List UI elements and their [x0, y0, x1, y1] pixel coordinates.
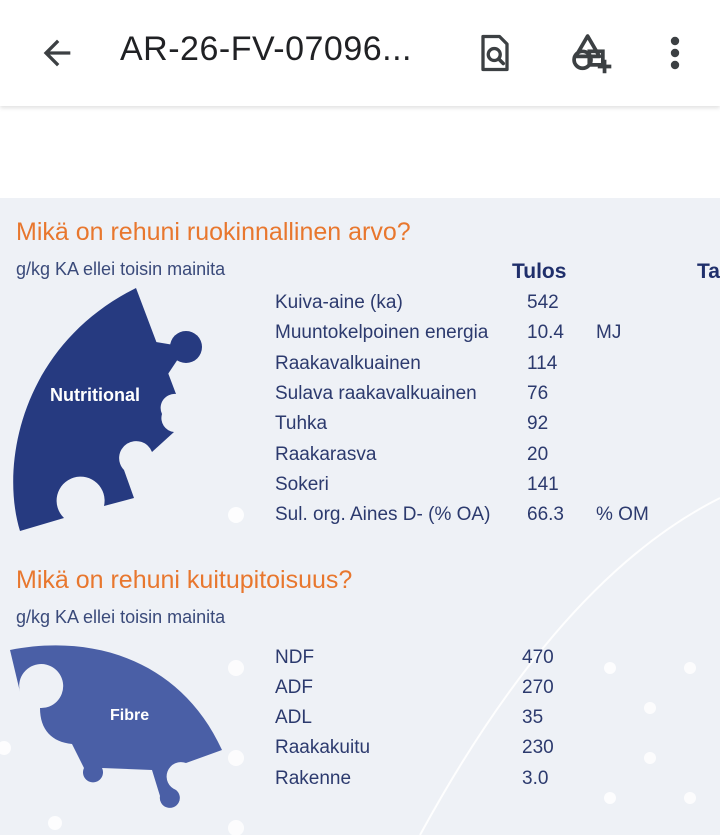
page-gap [0, 106, 720, 198]
nutritional-subtitle: g/kg KA ellei toisin mainita [16, 259, 226, 279]
table-row [0, 677, 720, 707]
nutritional-heading: Mikä on rehuni ruokinnallinen arvo? [16, 218, 411, 246]
table-row [0, 292, 720, 322]
result-column-header: Tulos [512, 260, 567, 283]
table-row [0, 474, 720, 504]
row-value: 270 [522, 677, 554, 698]
table-row [0, 504, 720, 534]
row-label: ADF [275, 677, 313, 698]
table-row [0, 737, 720, 767]
row-label: ADL [275, 707, 312, 728]
fibre-heading: Mikä on rehuni kuitupitoisuus? [16, 566, 353, 594]
extra-column-header: Ta [697, 260, 720, 283]
row-label: Tuhka [275, 413, 328, 434]
report-page[interactable] [0, 198, 720, 835]
row-label: Sulava raakavalkuainen [275, 383, 477, 404]
document-title: AR-26-FV-07096... [120, 30, 412, 68]
add-shapes-icon[interactable] [566, 28, 616, 78]
row-label: Sul. org. Aines D- (% OA) [275, 504, 491, 525]
nutritional-puzzle-label: Nutritional [50, 385, 140, 405]
row-unit: % OM [596, 504, 649, 525]
row-value: 230 [522, 737, 554, 758]
row-label: Raakakuitu [275, 737, 371, 758]
row-unit: MJ [596, 322, 622, 343]
row-value: 10.4 [527, 322, 564, 343]
row-value: 92 [527, 413, 549, 434]
table-row [0, 383, 720, 413]
row-value: 20 [527, 444, 549, 465]
table-row [0, 707, 720, 737]
row-value: 76 [527, 383, 549, 404]
table-row [0, 768, 720, 798]
row-label: Rakenne [275, 768, 352, 789]
more-vert-icon[interactable] [650, 28, 700, 78]
row-value: 35 [522, 707, 544, 728]
row-label: Raakavalkuainen [275, 353, 421, 374]
row-value: 141 [527, 474, 559, 495]
table-row [0, 413, 720, 443]
row-label: NDF [275, 647, 315, 668]
row-label: Kuiva-aine (ka) [275, 292, 403, 313]
row-value: 66.3 [527, 504, 564, 525]
row-label: Sokeri [275, 474, 329, 495]
row-value: 542 [527, 292, 559, 313]
table-row [0, 322, 720, 352]
table-row [0, 444, 720, 474]
row-value: 114 [527, 353, 558, 374]
app-bar [0, 0, 720, 106]
arrow-left-icon[interactable] [32, 28, 82, 78]
row-label: Raakarasva [275, 444, 377, 465]
row-value: 3.0 [522, 768, 549, 789]
row-value: 470 [522, 647, 554, 668]
fibre-puzzle-label: Fibre [110, 707, 150, 724]
document-search-icon[interactable] [470, 28, 520, 78]
fibre-subtitle: g/kg KA ellei toisin mainita [16, 607, 226, 627]
row-label: Muuntokelpoinen energia [275, 322, 489, 343]
table-row [0, 353, 720, 383]
table-row [0, 647, 720, 677]
